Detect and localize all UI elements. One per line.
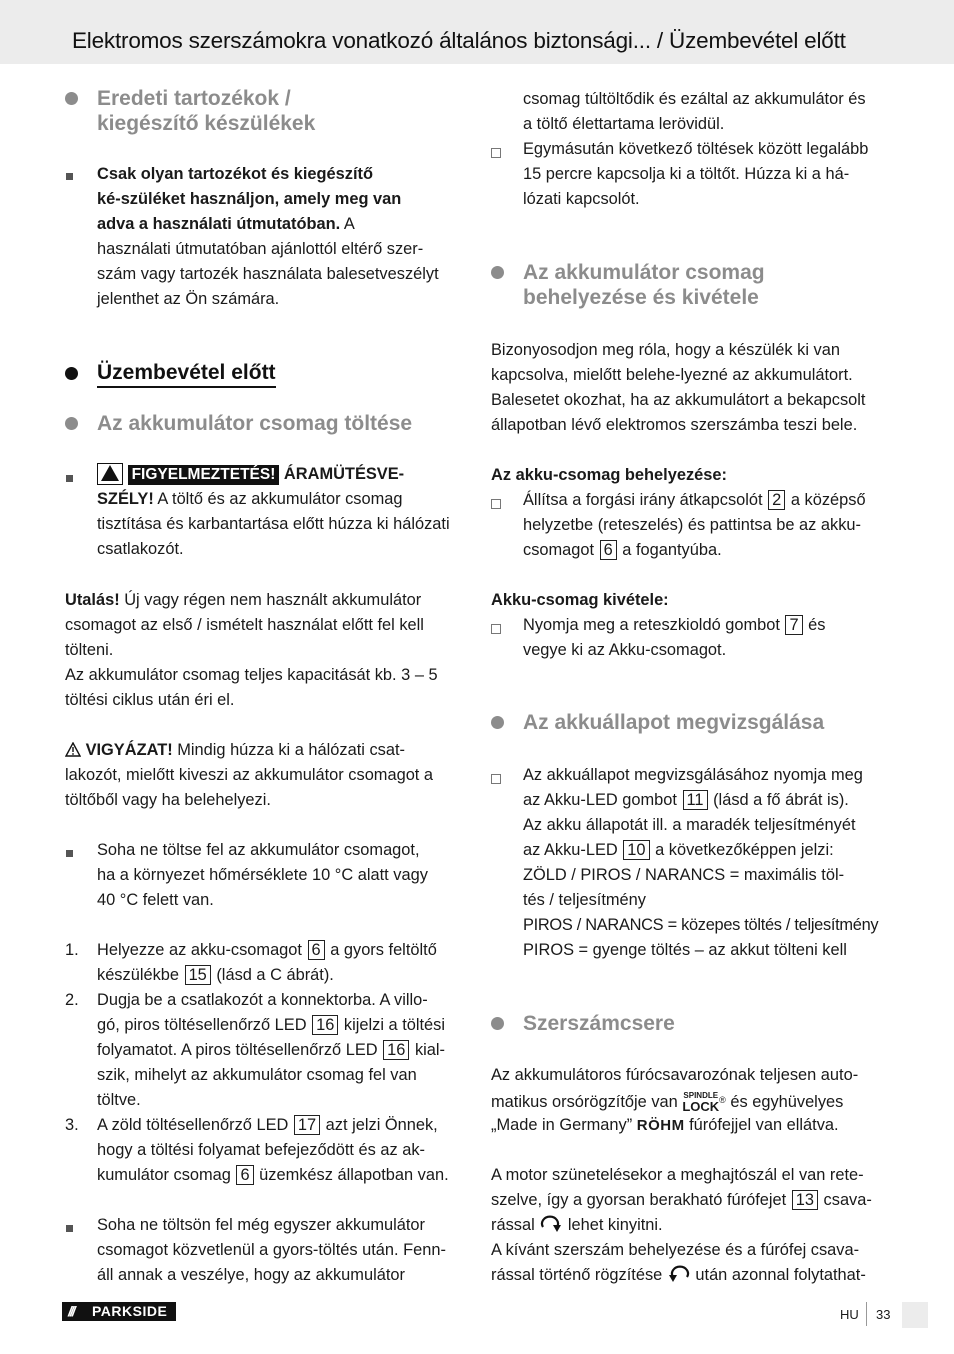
square-bullet-icon [66,475,73,482]
rotate-open-icon [539,1215,563,1233]
warning-label: FIGYELMEZTETÉS! [128,465,280,485]
step-line: A zöld töltésellenőrző LED 17 azt jelzi Önnek, [97,1116,438,1134]
footer-tab-marker [902,1302,928,1328]
status-line: Az akkuállapot megvizsgálásához nyomja meg [523,766,863,784]
insert-line: Állítsa a forgási irány átkapcsolót 2 a középső [523,491,866,509]
warning-icon [97,463,123,485]
step-number: 2. [65,991,79,1009]
note-line: Utalás! Új vagy régen nem használt akkumulátor [65,591,422,609]
note-line: tölteni. [65,641,114,659]
accessories-text-line: jelenthet az Ön számára. [97,290,280,308]
remove-heading: Akku-csomag kivétele: [491,591,669,609]
status-line: az Akku-LED gombot 11 (lásd a fő ábrát is). [523,791,849,809]
accessories-text-line: használati útmutatóban ajánlottól eltérő szer- [97,240,424,258]
page-header [0,0,954,64]
checkbox-bullet-icon [491,499,501,509]
insert-heading: Az akku-csomag behelyezése: [491,466,727,484]
caution-line: VIGYÁZAT! Mindig húzza ki a hálózati csat- [65,738,405,763]
section-title-insert-remove-2: behelyezése és kivétele [523,286,759,309]
page-title: Elektromos szerszámokra vonatkozó általános biztonsági... / Üzembevétel előtt [72,28,846,53]
tool-change-line: A kívánt szerszám behelyezése és a fúrófej csava- [491,1241,860,1259]
status-line: tés / teljesítmény [523,891,646,909]
caution-line: lakozót, mielőtt kiveszi az akkumulátor csomagot a [65,766,434,784]
remove-line: Nyomja meg a reteszkioldó gombot 7 és [523,616,826,634]
step-line: Helyezze az akku-csomagot 6 a gyors feltöltő [97,941,437,959]
continuation-line: lózati kapcsolót. [523,190,640,208]
accessories-text-line: adva a használati útmutatóban. A [97,215,355,233]
rotate-close-icon [667,1265,691,1283]
step-line: folyamatot. A piros töltésellenőrző LED 16 kial- [97,1041,446,1059]
checkbox-bullet-icon [491,774,501,784]
checkbox-bullet-icon [491,624,501,634]
step-number: 3. [65,1116,79,1134]
status-line: PIROS = gyenge töltés – az akkut tölteni kell [523,941,847,959]
rohm-logo-icon: RÖHM [636,1117,685,1134]
insert-line: helyzetbe (reteszelés) és pattintsa be az akku- [523,516,862,534]
spindle-lock-logo-icon: SPINDLE LOCK [682,1091,720,1114]
accessories-text-line: szám vagy tartozék használata balesetveszélyt [97,265,439,283]
continuation-line: 15 percre kapcsolja ki a töltőt. Húzza ki a há- [523,165,850,183]
step-line: hogy a töltési folyamat befejeződött és az ak- [97,1141,425,1159]
tool-change-line: Az akkumulátoros fúrócsavarozónak teljesen auto- [491,1066,859,1084]
parkside-logo: /// PARKSIDE [62,1302,176,1321]
section-title-tool-change: Szerszámcsere [523,1012,675,1035]
status-line: PIROS / NARANCS = közepes töltés / teljesítmény [523,916,879,934]
warning-line: csatlakozót. [97,540,184,558]
never-recharge-line: áll annak a veszélye, hogy az akkumulátor [97,1266,405,1284]
warning-line: tisztítása és karbantartása előtt húzza ki hálózati [97,515,450,533]
checkbox-bullet-icon [491,148,501,158]
status-line: az Akku-LED 10 a következőképpen jelzi: [523,841,834,859]
section-bullet-icon [65,417,78,430]
step-line: gó, piros töltésellenőrző LED 16 kijelzi a töltési [97,1016,446,1034]
step-line: Dugja be a csatlakozót a konnektorba. A villo- [97,991,428,1009]
insert-line: csomagot 6 a fogantyúba. [523,541,722,559]
caution-triangle-icon [65,742,81,757]
warning-line: FIGYELMEZTETÉS! ÁRAMÜTÉSVE- [97,462,404,487]
warning-line: SZÉLY! A töltő és az akkumulátor csomag [97,490,403,508]
section-bullet-icon [65,92,78,105]
insert-intro-line: állapotban lévő elektromos szerszámba teszi bele. [491,416,858,434]
section-title-accessories-2: kiegészítő készülékek [97,112,316,135]
status-line: Az akku állapotát ill. a maradék teljesítményét [523,816,856,834]
section-title-charging: Az akkumulátor csomag töltése [97,412,413,435]
section-title-status: Az akkuállapot megvizsgálása [523,711,825,734]
tool-change-line: szelve, így a gyorsan berakható fúrófejet 13 csava- [491,1191,872,1209]
tool-change-line: matikus orsórögzítője van SPINDLE LOCK ® és egyhüvelyes [491,1091,844,1114]
language-code: HU [840,1307,859,1322]
section-bullet-icon [491,716,504,729]
tool-change-line: rással történő rögzítése után azonnal folytathat- [491,1266,866,1284]
section-title-insert-remove-1: Az akkumulátor csomag [523,261,765,284]
tool-change-line: rással lehet kinyitni. [491,1216,663,1234]
step-line: szik, mihelyt az akkumulátor csomag fel van [97,1066,417,1084]
step-line: készülékbe 15 (lásd a C ábrát). [97,966,334,984]
note-line: csomagot az első / ismételt használat előtt fel kell [65,616,424,634]
page-number: 33 [876,1307,891,1322]
insert-intro-line: Bizonyosodjon meg róla, hogy a készülék ki van [491,341,840,359]
step-line: kumulátor csomag 6 üzemkész állapotban van. [97,1166,449,1184]
section-bullet-icon [491,266,504,279]
never-recharge-line: Soha ne töltsön fel még egyszer akkumulátor [97,1216,425,1234]
section-bullet-icon [491,1017,504,1030]
continuation-line: a töltő élettartama lerövidül. [523,115,725,133]
caution-line: töltőből vagy ha belehelyezi. [65,791,271,809]
never-charge-line: Soha ne töltse fel az akkumulátor csomagot, [97,841,420,859]
section-title-accessories-1: Eredeti tartozékok / [97,87,291,110]
tool-change-line: A motor szünetelésekor a meghajtószál el van rete- [491,1166,864,1184]
insert-intro-line: kapcsolva, mielőtt belehe-lyezné az akkumulátort. [491,366,853,384]
main-heading: Üzembevétel előtt [97,360,276,388]
continuation-line: Egymásután következő töltések között legalább [523,140,869,158]
step-line: töltve. [97,1091,141,1109]
never-charge-line: ha a környezet hőmérséklete 10 °C alatt vagy [97,866,428,884]
status-line: ZÖLD / PIROS / NARANCS = maximális töl- [523,866,845,884]
never-charge-line: 40 °C felett van. [97,891,214,909]
step-number: 1. [65,941,79,959]
square-bullet-icon [66,1225,73,1232]
accessories-text-line: Csak olyan tartozékot és kiegészítő [97,165,374,183]
never-recharge-line: csomagot közvetlenül a gyors-töltés után. Fenn- [97,1241,446,1259]
footer-divider [866,1302,867,1326]
square-bullet-icon [66,173,73,180]
note-line: töltési ciklus után éri el. [65,691,235,709]
main-section-bullet-icon [65,367,78,380]
continuation-line: csomag túltöltődik és ezáltal az akkumulátor és [523,90,866,108]
accessories-text-line: ké-szüléket használjon, amely meg van [97,190,402,208]
square-bullet-icon [66,850,73,857]
remove-line: vegye ki az Akku-csomagot. [523,641,727,659]
tool-change-line: „Made in Germany” RÖHM fúrófejjel van ellátva. [491,1116,839,1134]
insert-intro-line: Balesetet okozhat, ha az akkumulátort a bekapcsolt [491,391,866,409]
note-line: Az akkumulátor csomag teljes kapacitását kb. 3 – 5 [65,666,438,684]
